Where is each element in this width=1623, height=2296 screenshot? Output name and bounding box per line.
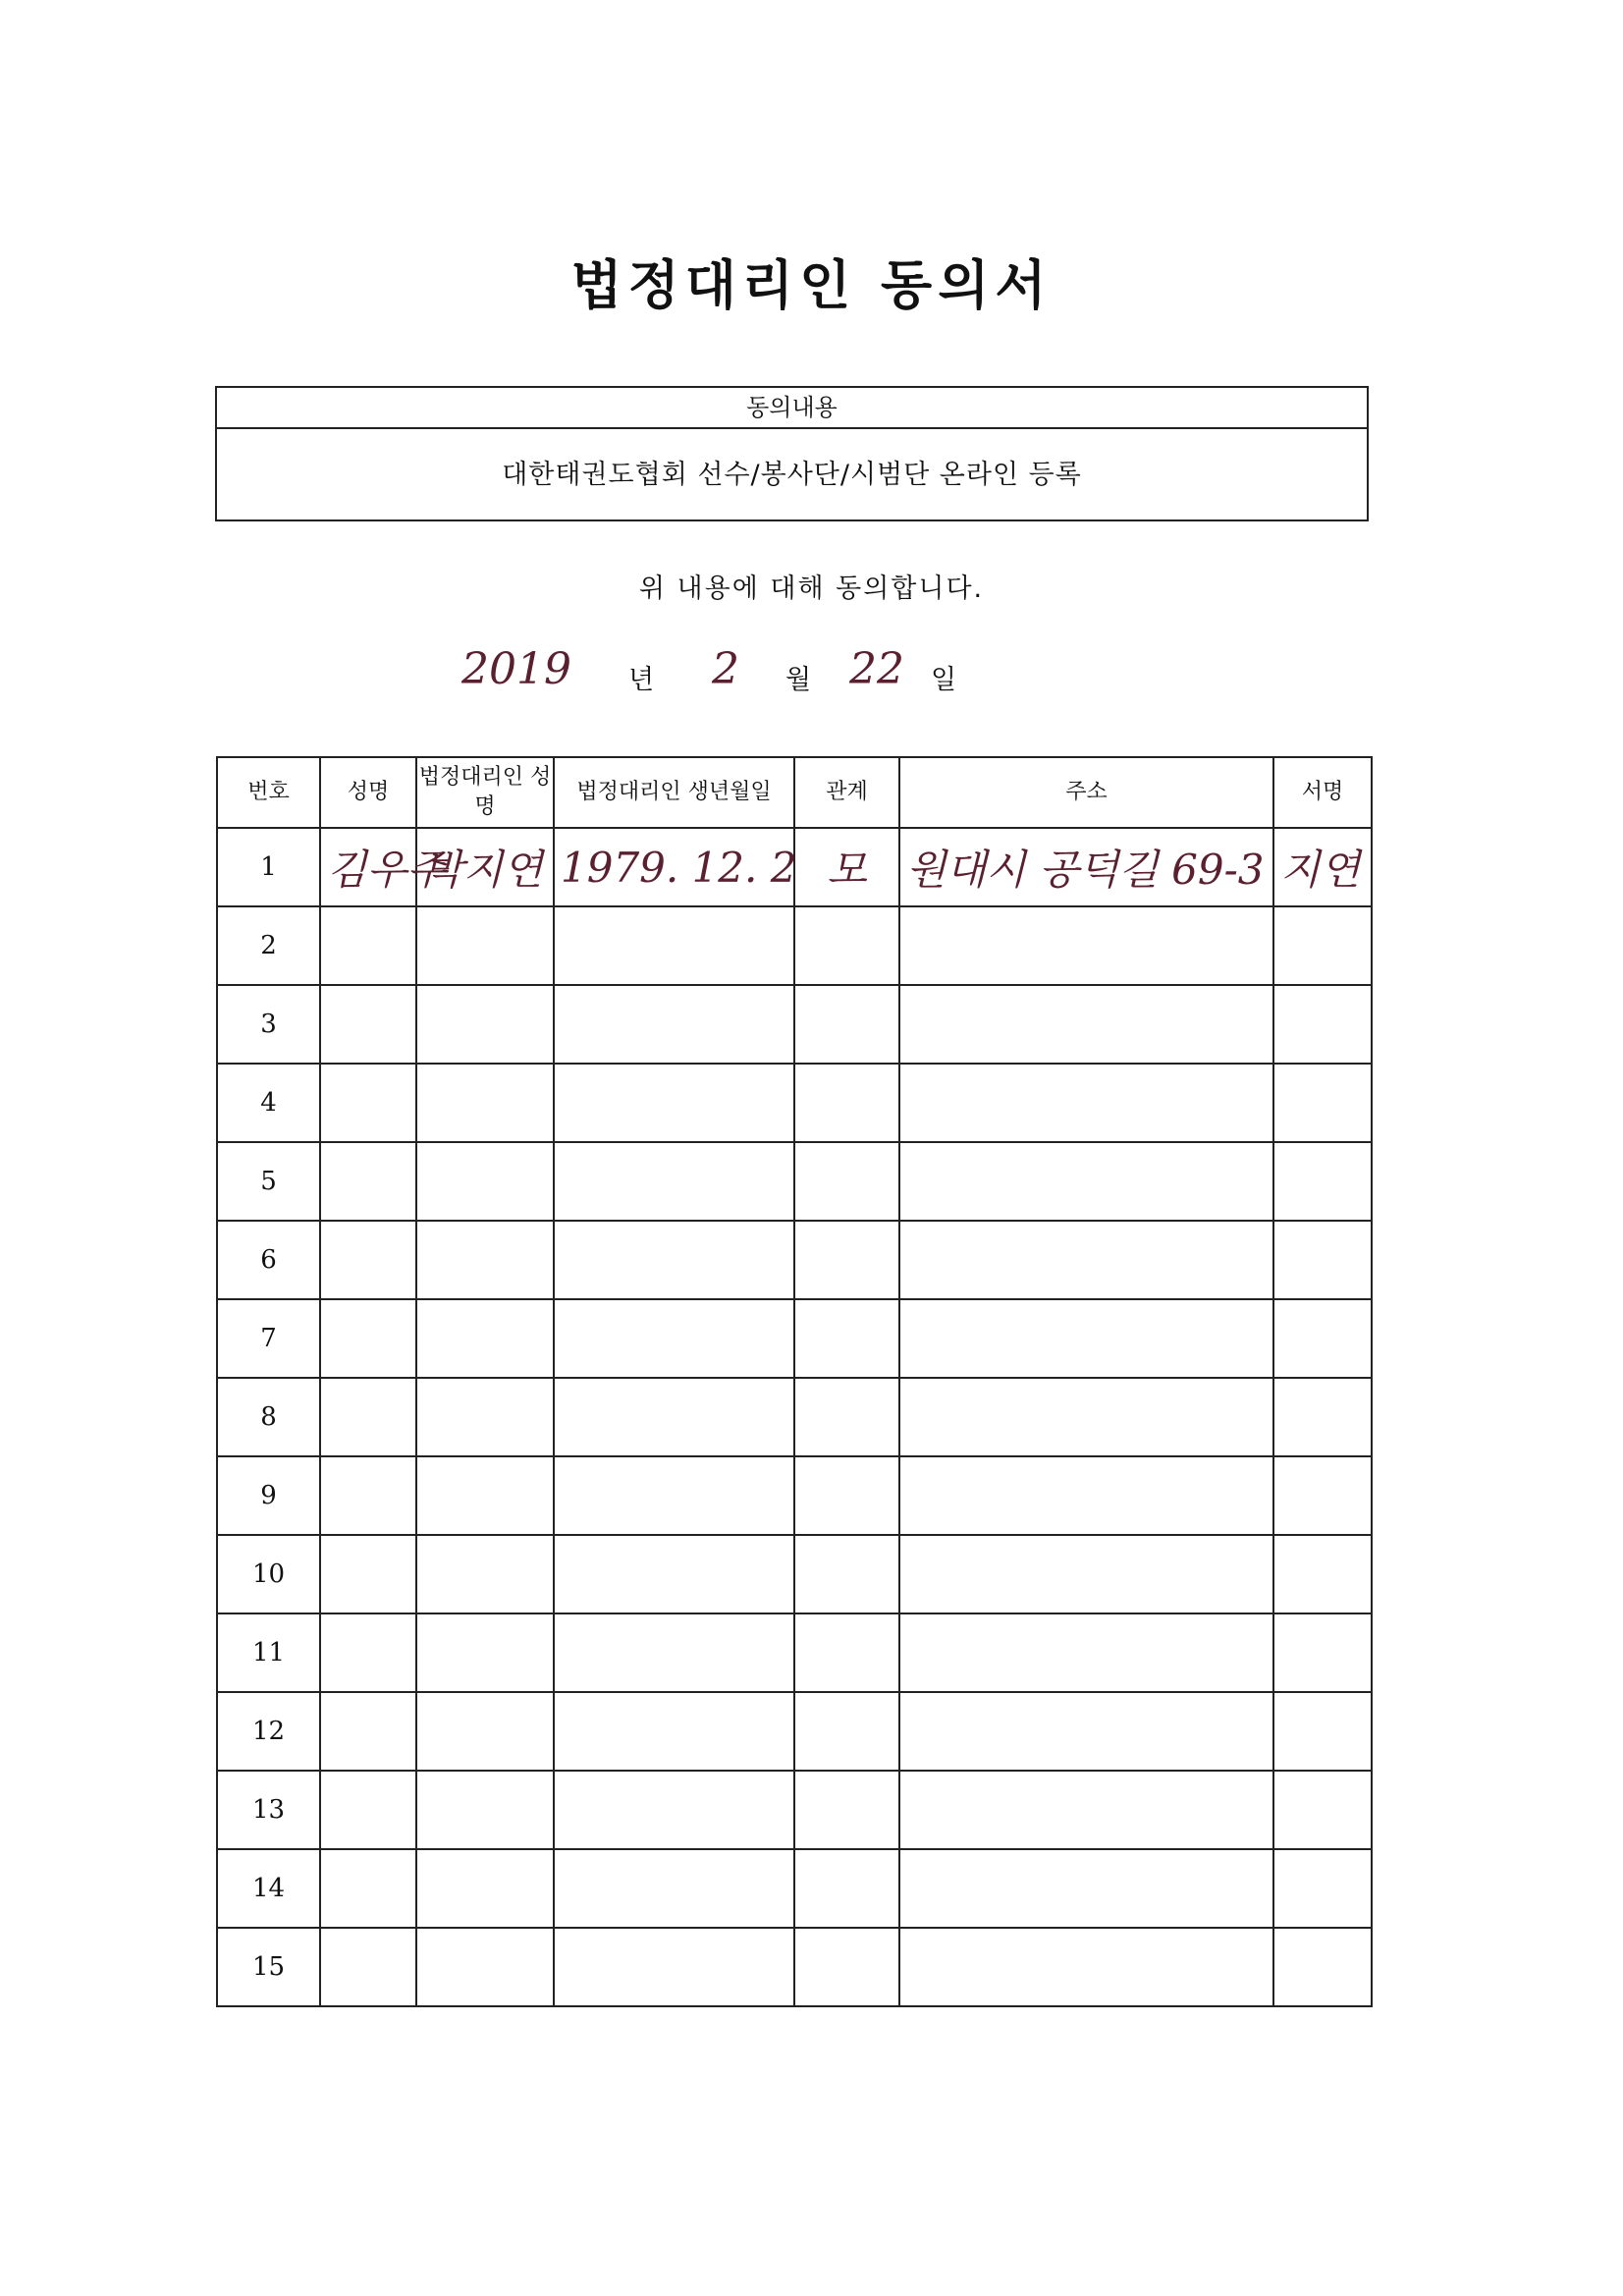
- guardian-birthdate-cell[interactable]: [554, 1456, 794, 1535]
- table-row: [217, 1692, 1372, 1771]
- row-number-cell: 5: [217, 1142, 320, 1221]
- row-number-cell: 1: [217, 828, 320, 906]
- page-title: 법정대리인 동의서: [570, 254, 1053, 316]
- address-cell[interactable]: [899, 1928, 1273, 2006]
- date-year-label: 년: [628, 665, 655, 695]
- guardian-birthdate-cell[interactable]: [554, 1928, 794, 2006]
- participant-name-cell[interactable]: [320, 1535, 416, 1613]
- relation-cell[interactable]: 모: [794, 828, 899, 906]
- column-header-address: 주소: [899, 757, 1273, 828]
- date-line: [0, 644, 1623, 717]
- registration-table: [216, 756, 1373, 2007]
- row-number-cell: 9: [217, 1456, 320, 1535]
- participant-name-cell[interactable]: [320, 1378, 416, 1456]
- relation-cell[interactable]: [794, 1456, 899, 1535]
- column-header-guardian-name: 법정대리인 성명: [416, 757, 554, 828]
- relation-cell[interactable]: [794, 1299, 899, 1378]
- date-month-label: 월: [785, 665, 812, 695]
- guardian-birthdate-cell[interactable]: [554, 1771, 794, 1849]
- address-cell[interactable]: [899, 1613, 1273, 1692]
- relation-cell[interactable]: [794, 1928, 899, 2006]
- address-cell[interactable]: 원대시 공덕길 69-3: [899, 828, 1273, 906]
- guardian-birthdate-cell[interactable]: [554, 1613, 794, 1692]
- agreement-statement: 위 내용에 대해 동의합니다.: [638, 574, 985, 604]
- guardian-birthdate-cell[interactable]: [554, 985, 794, 1064]
- column-header-guardian-birth: 법정대리인 생년월일: [554, 757, 794, 828]
- guardian-birthdate-cell[interactable]: [554, 906, 794, 985]
- participant-name-cell[interactable]: [320, 1064, 416, 1142]
- relation-cell[interactable]: [794, 1221, 899, 1299]
- date-day-label: 일: [931, 665, 957, 695]
- relation-cell[interactable]: [794, 1692, 899, 1771]
- table-row: [217, 1535, 1372, 1613]
- table-row: [217, 1928, 1372, 2006]
- guardian-birthdate-cell[interactable]: [554, 1692, 794, 1771]
- signature-cell[interactable]: [1273, 1299, 1372, 1378]
- consent-body: 대한태권도협회 선수/봉사단/시범단 온라인 등록: [502, 460, 1082, 490]
- guardian-name-cell[interactable]: [416, 1928, 554, 2006]
- row-number-cell: 2: [217, 906, 320, 985]
- signature-cell[interactable]: [1273, 985, 1372, 1064]
- guardian-name-cell[interactable]: [416, 1692, 554, 1771]
- address-cell[interactable]: [899, 1221, 1273, 1299]
- guardian-birthdate-cell[interactable]: [554, 1221, 794, 1299]
- date-year-handwritten: 2019: [461, 644, 571, 694]
- date-day-handwritten: 22: [849, 644, 904, 694]
- guardian-name-cell[interactable]: [416, 1849, 554, 1928]
- signature-cell[interactable]: [1273, 1771, 1372, 1849]
- address-cell[interactable]: [899, 985, 1273, 1064]
- signature-cell[interactable]: [1273, 1692, 1372, 1771]
- row-number-cell: 13: [217, 1771, 320, 1849]
- relation-cell[interactable]: [794, 1535, 899, 1613]
- signature-cell[interactable]: [1273, 1535, 1372, 1613]
- participant-name-cell[interactable]: [320, 1613, 416, 1692]
- guardian-birthdate-cell[interactable]: [554, 1299, 794, 1378]
- relation-cell[interactable]: [794, 906, 899, 985]
- relation-cell[interactable]: [794, 985, 899, 1064]
- guardian-name-cell[interactable]: [416, 1064, 554, 1142]
- table-header-row: [217, 757, 1372, 828]
- participant-name-cell[interactable]: 김우주: [320, 828, 416, 906]
- column-header-name: 성명: [320, 757, 416, 828]
- row-number-cell: 15: [217, 1928, 320, 2006]
- guardian-name-cell[interactable]: [416, 1378, 554, 1456]
- column-header-number: 번호: [217, 757, 320, 828]
- signature-cell[interactable]: [1273, 906, 1372, 985]
- row-number-cell: 12: [217, 1692, 320, 1771]
- column-header-relation: 관계: [794, 757, 899, 828]
- address-cell[interactable]: [899, 1692, 1273, 1771]
- signature-cell[interactable]: [1273, 1928, 1372, 2006]
- row-number-cell: 3: [217, 985, 320, 1064]
- guardian-birthdate-cell[interactable]: [554, 1142, 794, 1221]
- participant-name-cell[interactable]: [320, 906, 416, 985]
- address-cell[interactable]: [899, 1771, 1273, 1849]
- table-row: [217, 1771, 1372, 1849]
- guardian-name-cell[interactable]: [416, 1221, 554, 1299]
- guardian-name-cell[interactable]: 박지연: [416, 828, 554, 906]
- table-row: [217, 906, 1372, 985]
- table-row: [217, 1456, 1372, 1535]
- participant-name-cell[interactable]: [320, 1692, 416, 1771]
- row-number-cell: 14: [217, 1849, 320, 1928]
- signature-cell[interactable]: [1273, 1142, 1372, 1221]
- guardian-name-cell[interactable]: [416, 1299, 554, 1378]
- relation-cell[interactable]: [794, 1771, 899, 1849]
- table-row: [217, 828, 1372, 906]
- address-cell[interactable]: [899, 1378, 1273, 1456]
- guardian-name-cell[interactable]: [416, 906, 554, 985]
- address-cell[interactable]: [899, 906, 1273, 985]
- row-number-cell: 10: [217, 1535, 320, 1613]
- signature-cell[interactable]: 지연: [1273, 828, 1372, 906]
- address-cell[interactable]: [899, 1535, 1273, 1613]
- guardian-name-cell[interactable]: [416, 1142, 554, 1221]
- consent-header: 동의내용: [217, 388, 1367, 429]
- signature-cell[interactable]: [1273, 1221, 1372, 1299]
- signature-cell[interactable]: [1273, 1456, 1372, 1535]
- guardian-name-cell[interactable]: [416, 1456, 554, 1535]
- signature-cell[interactable]: [1273, 1064, 1372, 1142]
- table-row: [217, 1613, 1372, 1692]
- participant-name-cell[interactable]: [320, 1142, 416, 1221]
- guardian-name-cell[interactable]: [416, 985, 554, 1064]
- row-number-cell: 6: [217, 1221, 320, 1299]
- date-month-handwritten: 2: [712, 644, 739, 694]
- signature-cell[interactable]: [1273, 1849, 1372, 1928]
- row-number-cell: 11: [217, 1613, 320, 1692]
- row-number-cell: 8: [217, 1378, 320, 1456]
- address-cell[interactable]: [899, 1456, 1273, 1535]
- relation-cell[interactable]: [794, 1849, 899, 1928]
- guardian-name-cell[interactable]: [416, 1613, 554, 1692]
- address-cell[interactable]: [899, 1849, 1273, 1928]
- participant-name-cell[interactable]: [320, 1928, 416, 2006]
- relation-cell[interactable]: [794, 1064, 899, 1142]
- participant-name-cell[interactable]: [320, 1299, 416, 1378]
- participant-name-cell[interactable]: [320, 1771, 416, 1849]
- row-number-cell: 4: [217, 1064, 320, 1142]
- relation-cell[interactable]: [794, 1142, 899, 1221]
- table-row: [217, 1299, 1372, 1378]
- relation-cell[interactable]: [794, 1613, 899, 1692]
- table-row: [217, 1378, 1372, 1456]
- address-cell[interactable]: [899, 1064, 1273, 1142]
- guardian-birthdate-cell[interactable]: [554, 1535, 794, 1613]
- consent-content-box: [215, 386, 1369, 521]
- signature-cell[interactable]: [1273, 1613, 1372, 1692]
- signature-cell[interactable]: [1273, 1378, 1372, 1456]
- guardian-name-cell[interactable]: [416, 1771, 554, 1849]
- relation-cell[interactable]: [794, 1378, 899, 1456]
- guardian-name-cell[interactable]: [416, 1535, 554, 1613]
- table-row: [217, 1849, 1372, 1928]
- address-cell[interactable]: [899, 1299, 1273, 1378]
- table-row: [217, 1064, 1372, 1142]
- guardian-birthdate-cell[interactable]: [554, 1849, 794, 1928]
- address-cell[interactable]: [899, 1142, 1273, 1221]
- guardian-birthdate-cell[interactable]: [554, 1064, 794, 1142]
- table-row: [217, 985, 1372, 1064]
- participant-name-cell[interactable]: [320, 1456, 416, 1535]
- participant-name-cell[interactable]: [320, 1849, 416, 1928]
- guardian-birthdate-cell[interactable]: [554, 1378, 794, 1456]
- table-row: [217, 1142, 1372, 1221]
- row-number-cell: 7: [217, 1299, 320, 1378]
- table-row: [217, 1221, 1372, 1299]
- participant-name-cell[interactable]: [320, 985, 416, 1064]
- guardian-birthdate-cell[interactable]: 1979. 12. 2: [554, 828, 794, 906]
- participant-name-cell[interactable]: [320, 1221, 416, 1299]
- column-header-signature: 서명: [1273, 757, 1372, 828]
